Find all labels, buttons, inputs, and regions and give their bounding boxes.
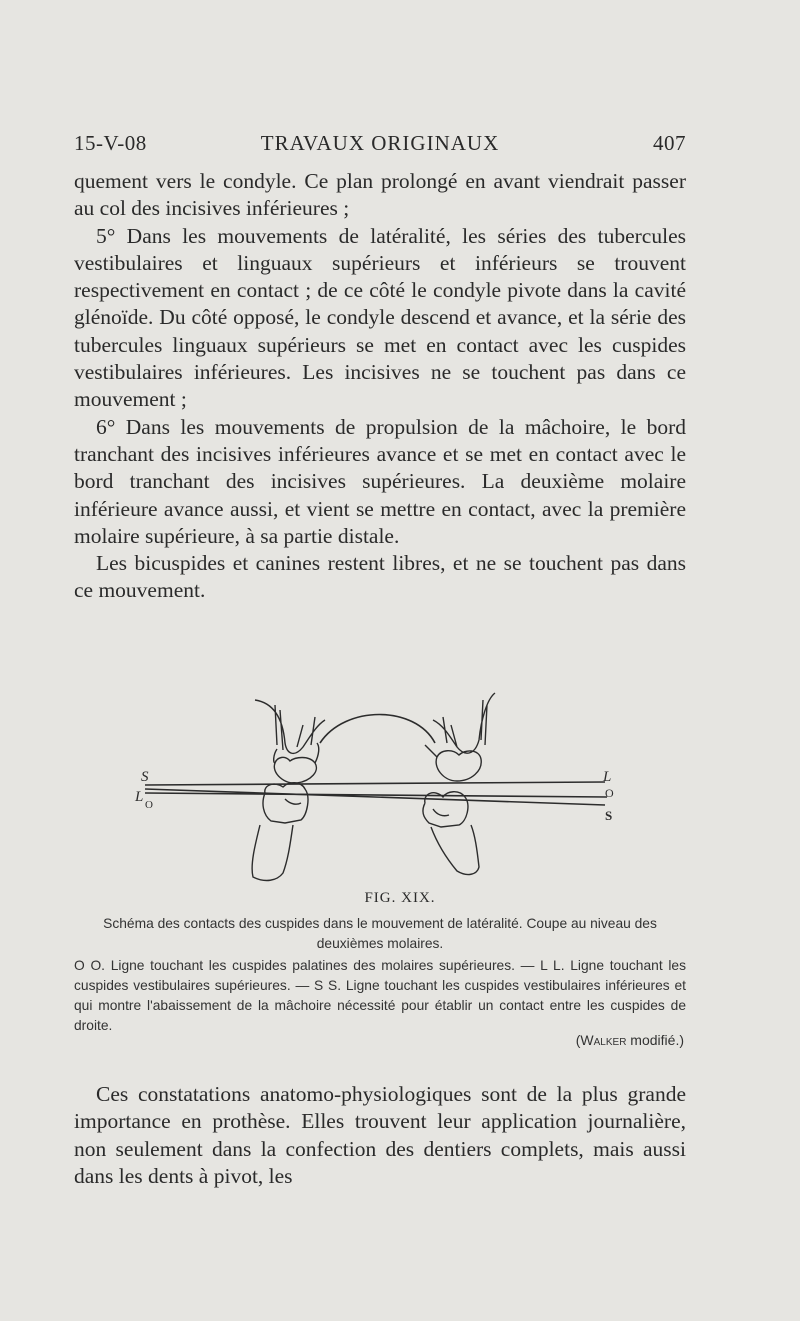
label-left-l: L — [135, 789, 144, 805]
label-right-s: S — [605, 808, 613, 823]
paragraph: Les bicuspides et canines restent libres, et ne se touchent pas dans ce mouvement. — [74, 551, 686, 603]
right-upper-molar — [433, 693, 495, 781]
label-left-s: S — [141, 769, 149, 785]
left-lower-molar — [252, 783, 308, 881]
palate-arch — [320, 715, 435, 744]
right-upper-molar-outline — [425, 745, 437, 757]
label-right-l: L — [603, 769, 612, 785]
left-upper-molar — [255, 700, 325, 783]
figure-caption: Schéma des contacts des cuspides dans le mouvement de latéralité. Coupe au niveau des deuxièmes molaires. — [103, 916, 657, 951]
right-lower-molar — [423, 792, 479, 875]
credit-author: Walker — [580, 1032, 627, 1048]
header-date: 15-V-08 — [74, 131, 147, 155]
body-text-top — [74, 168, 686, 605]
paragraph: quement vers le condyle. Ce plan prolongé en avant viendrait passer au col des incisives inférieures ; — [74, 169, 686, 221]
credit-open: ( — [575, 1032, 581, 1048]
line-l — [145, 782, 605, 785]
header-section-title: TRAVAUX ORIGINAUX — [260, 131, 500, 155]
figure-xix-diagram — [125, 685, 625, 890]
credit-rest: modifié.) — [626, 1032, 684, 1048]
paragraph: Ces constatations anatomo-physiologiques sont de la plus grande importance en prothèse. Elles trouvent leur application journalière, non seulement dans la confection des dentiers complets, mais aussi dans les dents à pivot, les — [74, 1082, 686, 1188]
paragraph: 6° Dans les mouvements de propulsion de la mâchoire, le bord tranchant des incisives inférieures avance et se met en contact avec le bord tranchant des incisives supérieures. La deuxième molaire inférieure avance aussi, et vient se mettre en contact, avec la première molaire supérieure, à sa partie distale. — [74, 414, 686, 548]
label-right-o: O — [605, 786, 614, 800]
paragraph: 5° Dans les mouvements de latéralité, les séries des tubercules vestibulaires et linguaux supérieurs et inférieurs se trouvent respectivement en contact ; de ce côté le condyle pivote dans la cavité glénoïde. Du côté opposé, le condyle descend et avance, et la série des tubercules linguaux supérieurs se met en contact avec les cuspides vestibulaires inférieures. Les incisives ne se touchent pas dans ce mouvement ; — [74, 223, 686, 412]
body-text-bottom — [74, 1081, 686, 1190]
figure-credit — [576, 1032, 684, 1048]
page-number: 407 — [653, 131, 686, 155]
running-header — [74, 131, 686, 159]
figure-legend: O O. Ligne touchant les cuspides palatines des molaires supérieures. — L L. Ligne touchant les cuspides vestibulaires supérieures. — S S. Ligne touchant les cuspides vestibulaires inférieures et qui montre l'abaissement de la mâchoire nécessité pour établir un contact entre les cuspides de droite. — [74, 958, 686, 1033]
label-left-o: O — [145, 799, 153, 811]
figure-label: FIG. XIX. — [364, 890, 436, 906]
